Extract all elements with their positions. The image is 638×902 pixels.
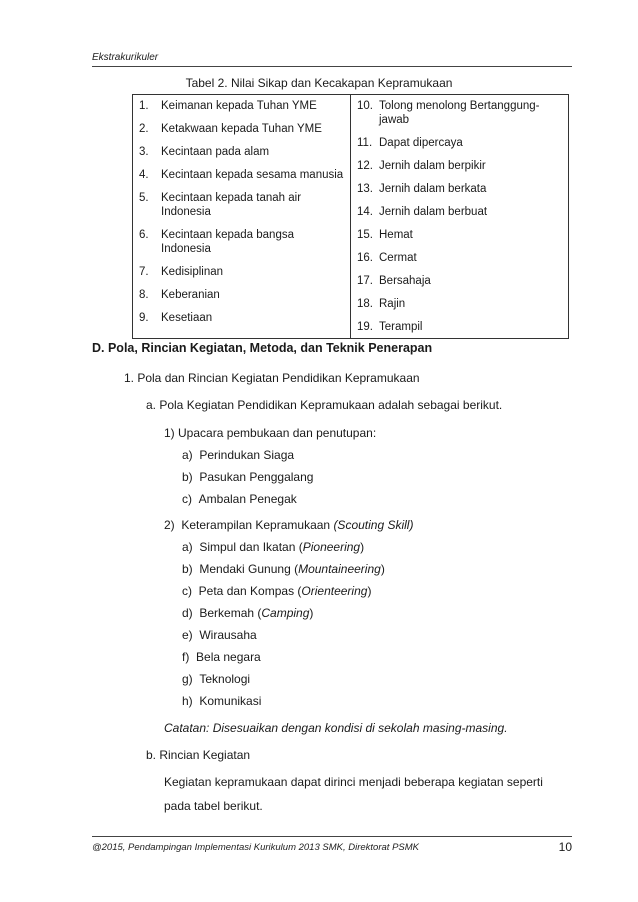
- list-item: 4. Kecintaan kepada sesama manusia: [139, 169, 344, 181]
- footer-divider: [92, 836, 572, 837]
- right-value-list: [357, 99, 562, 334]
- page-number: 10: [558, 840, 572, 854]
- list-item: h) Komunikasi: [182, 694, 262, 708]
- values-table: [132, 94, 569, 339]
- list-item: 9. Kesetiaan: [139, 312, 213, 324]
- list-item: 3. Kecintaan pada alam: [139, 146, 270, 158]
- subsection-heading: 1. Pola dan Rincian Kegiatan Pendidikan Kepramukaan: [124, 371, 420, 385]
- list-item: 15. Hemat: [357, 229, 413, 241]
- list-item: 1. Keimanan kepada Tuhan YME: [139, 100, 317, 112]
- item-heading-2: 2) Keterampilan Kepramukaan (Scouting Skill): [164, 518, 414, 532]
- list-item: 5. Kecintaan kepada tanah air Indonesia: [139, 192, 302, 218]
- list-item: 7. Kedisiplinan: [139, 266, 224, 278]
- table-row: [133, 95, 569, 339]
- table-caption: Tabel 2. Nilai Sikap dan Kecakapan Kepramukaan: [185, 76, 453, 90]
- list-item: 19. Terampil: [357, 321, 423, 333]
- list-item: e) Wirausaha: [182, 628, 257, 642]
- list-item: d) Berkemah (Camping): [182, 606, 314, 620]
- list-item: b) Pasukan Penggalang: [182, 470, 314, 484]
- table-cell-right: [351, 95, 569, 339]
- note: Catatan: Disesuaikan dengan kondisi di sekolah masing-masing.: [164, 721, 508, 735]
- header-divider: [92, 66, 572, 67]
- list-item: 10. Tolong menolong Bertanggung-jawab: [357, 100, 540, 126]
- list-item: c) Ambalan Penegak: [182, 492, 297, 506]
- footer-text: @2015, Pendampingan Implementasi Kurikulum 2013 SMK, Direktorat PSMK: [92, 842, 419, 853]
- list-item: 8. Keberanian: [139, 289, 220, 301]
- subsection-a: a. Pola Kegiatan Pendidikan Kepramukaan adalah sebagai berikut.: [146, 398, 503, 412]
- list-item: c) Peta dan Kompas (Orienteering): [182, 584, 372, 598]
- list-item: a) Perindukan Siaga: [182, 448, 295, 462]
- list-item: f) Bela negara: [182, 650, 261, 664]
- list-item: 14. Jernih dalam berbuat: [357, 206, 488, 218]
- paragraph-line: Kegiatan kepramukaan dapat dirinci menjadi beberapa kegiatan seperti: [164, 775, 543, 789]
- list-item: a) Simpul dan Ikatan (Pioneering): [182, 540, 365, 554]
- paragraph-line: pada tabel berikut.: [164, 799, 263, 813]
- list-item: b) Mendaki Gunung (Mountaineering): [182, 562, 385, 576]
- list-item: 12. Jernih dalam berpikir: [357, 160, 486, 172]
- list-item: 18. Rajin: [357, 298, 406, 310]
- list-item: 2. Ketakwaan kepada Tuhan YME: [139, 123, 322, 135]
- list-item: g) Teknologi: [182, 672, 251, 686]
- section-heading: D. Pola, Rincian Kegiatan, Metoda, dan Teknik Penerapan: [92, 341, 433, 355]
- running-header: Ekstrakurikuler: [92, 52, 159, 63]
- list-item: 11. Dapat dipercaya: [357, 137, 463, 149]
- list-item: 17. Bersahaja: [357, 275, 431, 287]
- list-item: 6. Kecintaan kepada bangsa Indonesia: [139, 229, 294, 255]
- table-cell-left: [133, 95, 351, 339]
- list-item: 16. Cermat: [357, 252, 417, 264]
- item-heading-1: 1) Upacara pembukaan dan penutupan:: [164, 426, 377, 440]
- left-value-list: [139, 99, 344, 325]
- list-item: 13. Jernih dalam berkata: [357, 183, 487, 195]
- subsection-b: b. Rincian Kegiatan: [146, 748, 251, 762]
